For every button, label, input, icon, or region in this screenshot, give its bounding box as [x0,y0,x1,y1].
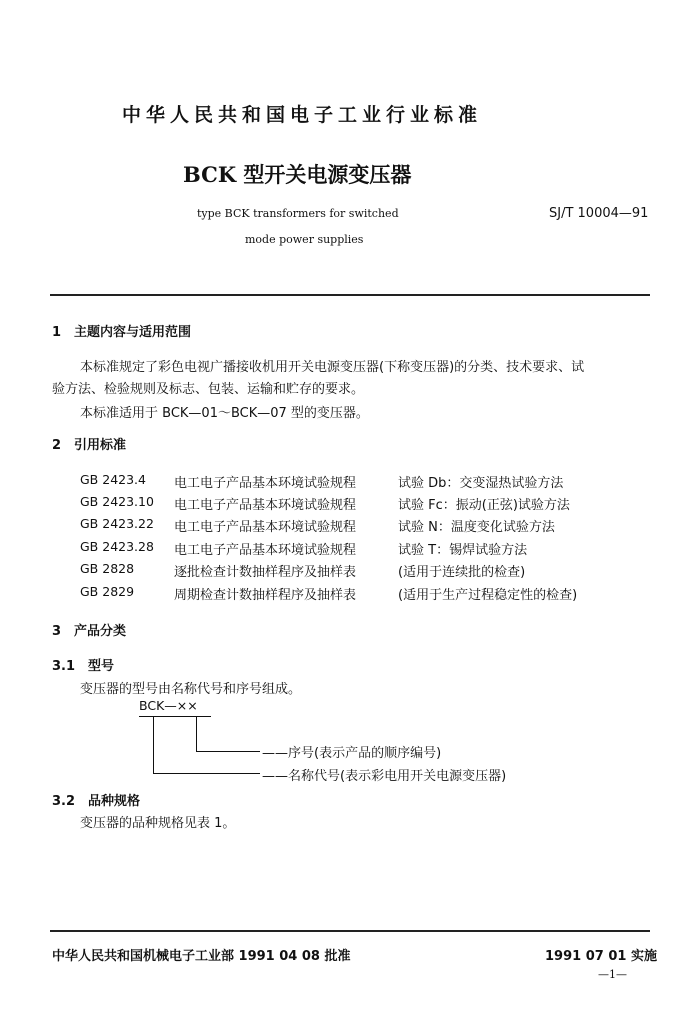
standard-code: SJ/T 10004—91 [549,206,649,221]
page-number: —1— [598,968,627,981]
reference-code: GB 2423.28 [80,539,154,554]
reference-code: GB 2423.4 [80,472,146,487]
reference-code: GB 2423.22 [80,516,154,531]
document-title: BCK 型开关电源变压器 [183,162,412,187]
name-connector-vertical [153,716,154,774]
industry-standard-header: 中华人民共和国电子工业行业标准 [122,104,483,126]
section1-heading: 1 主题内容与适用范围 [52,325,192,340]
footer-divider [50,930,650,932]
reference-title: 电工电子产品基本环境试验规程 [174,498,357,513]
reference-test: (适用于生产过程稳定性的检查) [398,588,578,603]
reference-title: 周期检查计数抽样程序及抽样表 [174,588,357,603]
section1-para2: 本标准适用于 BCK—01～BCK—07 型的变压器。 [80,406,369,421]
reference-title: 电工电子产品基本环境试验规程 [174,520,357,535]
model-code: BCK—×× [139,698,198,713]
reference-test: 试验 Fc：振动(正弦)试验方法 [398,498,570,513]
header-divider [50,294,650,296]
section3-2-text: 变压器的品种规格见表 1。 [80,816,236,831]
section3-1-heading: 3.1 型号 [52,659,115,674]
reference-test: (适用于连续批的检查) [398,565,526,580]
reference-test: 试验 N：温度变化试验方法 [398,520,555,535]
serial-number-label: ——序号(表示产品的顺序编号) [262,746,442,761]
reference-code: GB 2828 [80,561,135,576]
reference-title: 逐批检查计数抽样程序及抽样表 [174,565,357,580]
reference-code: GB 2829 [80,584,135,599]
name-code-label: ——名称代号(表示彩电用开关电源变压器) [262,769,507,784]
reference-code: GB 2423.10 [80,494,154,509]
section3-1-text: 变压器的型号由名称代号和序号组成。 [80,682,302,697]
section1-para1-line2: 验方法、检验规则及标志、包装、运输和贮存的要求。 [52,382,365,397]
section3-heading: 3 产品分类 [52,624,127,639]
reference-test: 试验 Db：交变湿热试验方法 [398,476,564,491]
model-code-underline [139,716,211,717]
name-connector-horizontal [153,773,260,774]
implementation-date: 1991 07 01 实施 [545,949,657,964]
serial-connector-horizontal [196,751,260,752]
approval-note: 中华人民共和国机械电子工业部 1991 04 08 批准 [52,949,351,964]
section1-para1-line1: 本标准规定了彩色电视广播接收机用开关电源变压器(下称变压器)的分类、技术要求、试 [80,360,585,375]
english-subtitle-line1: type BCK transformers for switched [197,207,399,220]
english-subtitle-line2: mode power supplies [245,233,364,246]
reference-title: 电工电子产品基本环境试验规程 [174,543,357,558]
reference-test: 试验 T：锡焊试验方法 [398,543,528,558]
section2-heading: 2 引用标准 [52,438,127,453]
reference-title: 电工电子产品基本环境试验规程 [174,476,357,491]
section3-2-heading: 3.2 品种规格 [52,794,141,809]
serial-connector-vertical [196,716,197,752]
